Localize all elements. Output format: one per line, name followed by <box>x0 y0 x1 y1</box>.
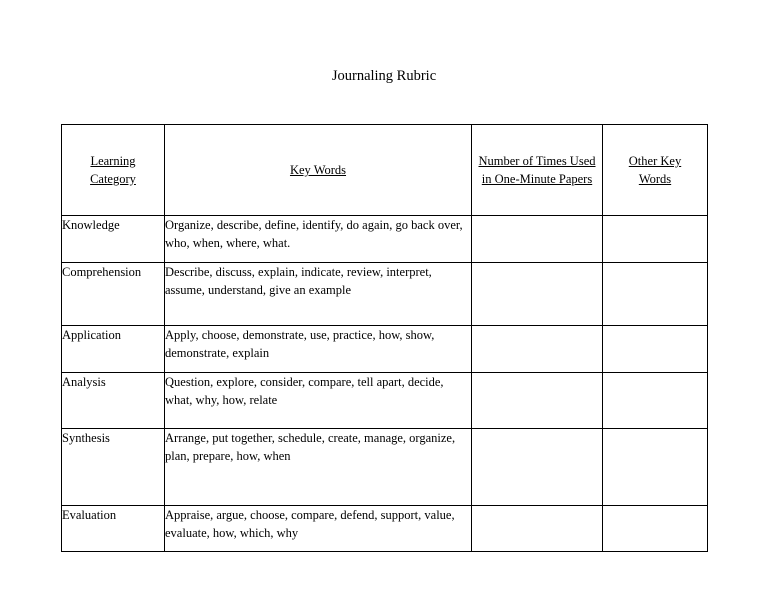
category-cell: Synthesis <box>62 429 165 506</box>
other-keywords-cell[interactable] <box>603 506 708 552</box>
keywords-cell: Organize, describe, define, identify, do again, go back over, who, when, where, what. <box>165 216 472 263</box>
header-number-of-times: Number of Times Used in One-Minute Papers <box>472 125 603 216</box>
count-cell[interactable] <box>472 326 603 373</box>
other-keywords-cell[interactable] <box>603 429 708 506</box>
keywords-cell: Question, explore, consider, compare, tell apart, decide, what, why, how, relate <box>165 373 472 429</box>
keywords-cell: Apply, choose, demonstrate, use, practice, how, show, demonstrate, explain <box>165 326 472 373</box>
header-key-words: Key Words <box>165 125 472 216</box>
table-row <box>62 326 708 373</box>
table-row <box>62 373 708 429</box>
category-cell: Evaluation <box>62 506 165 552</box>
category-cell: Knowledge <box>62 216 165 263</box>
table-row <box>62 429 708 506</box>
count-cell[interactable] <box>472 429 603 506</box>
header-row <box>62 125 708 216</box>
count-cell[interactable] <box>472 263 603 326</box>
keywords-cell: Describe, discuss, explain, indicate, review, interpret, assume, understand, give an example <box>165 263 472 326</box>
category-cell: Comprehension <box>62 263 165 326</box>
other-keywords-cell[interactable] <box>603 373 708 429</box>
header-learning-category: Learning Category <box>62 125 165 216</box>
count-cell[interactable] <box>472 373 603 429</box>
category-cell: Application <box>62 326 165 373</box>
table-row <box>62 263 708 326</box>
keywords-cell: Appraise, argue, choose, compare, defend, support, value, evaluate, how, which, why <box>165 506 472 552</box>
count-cell[interactable] <box>472 216 603 263</box>
other-keywords-cell[interactable] <box>603 263 708 326</box>
other-keywords-cell[interactable] <box>603 326 708 373</box>
category-cell: Analysis <box>62 373 165 429</box>
page-title: Journaling Rubric <box>331 68 437 84</box>
table-row <box>62 216 708 263</box>
header-other-key-words: Other Key Words <box>603 125 708 216</box>
rubric-table <box>61 124 708 552</box>
count-cell[interactable] <box>472 506 603 552</box>
keywords-cell: Arrange, put together, schedule, create, manage, organize, plan, prepare, how, when <box>165 429 472 506</box>
table-row <box>62 506 708 552</box>
other-keywords-cell[interactable] <box>603 216 708 263</box>
